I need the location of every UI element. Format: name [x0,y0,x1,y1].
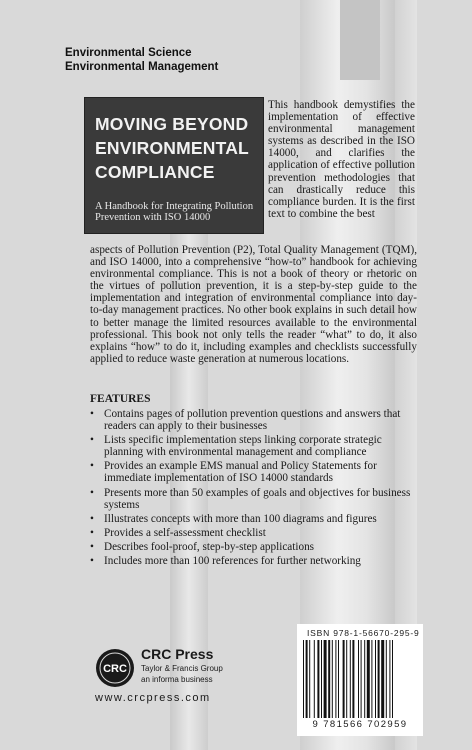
publisher-block [95,646,235,706]
bullet-icon: • [90,460,94,473]
category-1: Environmental Science [65,47,192,59]
barcode-icon [303,640,417,718]
chimney-top [340,0,380,80]
feature-item: • Provides an example EMS manual and Policy Statements for immediate implementation of ISO 14000 standards [90,460,377,485]
category-2: Environmental Management [65,61,219,73]
publisher-name: CRC Press [141,646,214,662]
bullet-icon: • [90,486,94,499]
title-line-2: ENVIRONMENTAL [95,138,249,158]
title-line-1: MOVING BEYOND [95,114,249,134]
bullet-icon: • [90,512,94,525]
description-lead: This handbook demystifies the implementation of effective environmental management systems as described in the ISO 14000, and clarifies the application of effective pollution prevention methodologies that can drastically reduce this compliance burden. It is the first text to combine the best [268,99,415,220]
feature-item: • Illustrates concepts with more than 100 diagrams and figures [90,512,377,525]
crc-logo-icon [95,648,135,688]
bullet-icon: • [90,555,94,568]
bullet-icon: • [90,434,94,447]
description-body: aspects of Pollution Prevention (P2), Total Quality Management (TQM), and ISO 14000, into a comprehensive “how-to” handbook for achieving environmental compliance. This is not a book of theory or rhetoric on the virtues of pollution prevention, it is a step-by-step guide to the implementation and integration of environmental compliance into day-to-day management practices. No other book explains in such detail how to better manage the limited resources available to the environmental professional. This book not only tells the reader “what” to do, it also explains “how” to do it, including examples and checklists successfully applied to reduce waste generation at numerous locations. [90,244,417,365]
barcode-number: 9 781566 702959 [312,719,408,730]
book-subtitle: A Handbook for Integrating Pollution Prevention with ISO 14000 [95,201,254,223]
title-line-3: COMPLIANCE [95,162,215,182]
bullet-icon: • [90,540,94,553]
features-list [90,408,420,569]
barcode-box [297,624,423,736]
bullet-icon: • [90,526,94,539]
feature-item: • Contains pages of pollution prevention questions and answers that readers can apply to their businesses [90,408,401,433]
feature-item: • Presents more than 50 examples of goals and objectives for business systems [90,486,411,511]
subject-categories [65,46,218,74]
isbn-label: ISBN 978-1-56670-295-9 [307,628,420,638]
feature-item: • Provides a self-assessment checklist [90,526,266,539]
svg-text:CRC: CRC [103,663,127,675]
title-box [84,97,264,234]
publisher-url[interactable]: www.crcpress.com [95,692,211,704]
feature-item: • Lists specific implementation steps linking corporate strategic planning with environmental management and compliance [90,434,382,459]
feature-item: • Describes fool-proof, step-by-step applications [90,540,315,553]
feature-item: • Includes more than 100 references for further networking [90,555,361,568]
publisher-group: Taylor & Francis Group [141,664,223,673]
bullet-icon: • [90,408,94,420]
features-heading: FEATURES [90,393,151,405]
book-title [95,112,260,184]
publisher-business: an informa business [141,675,213,684]
